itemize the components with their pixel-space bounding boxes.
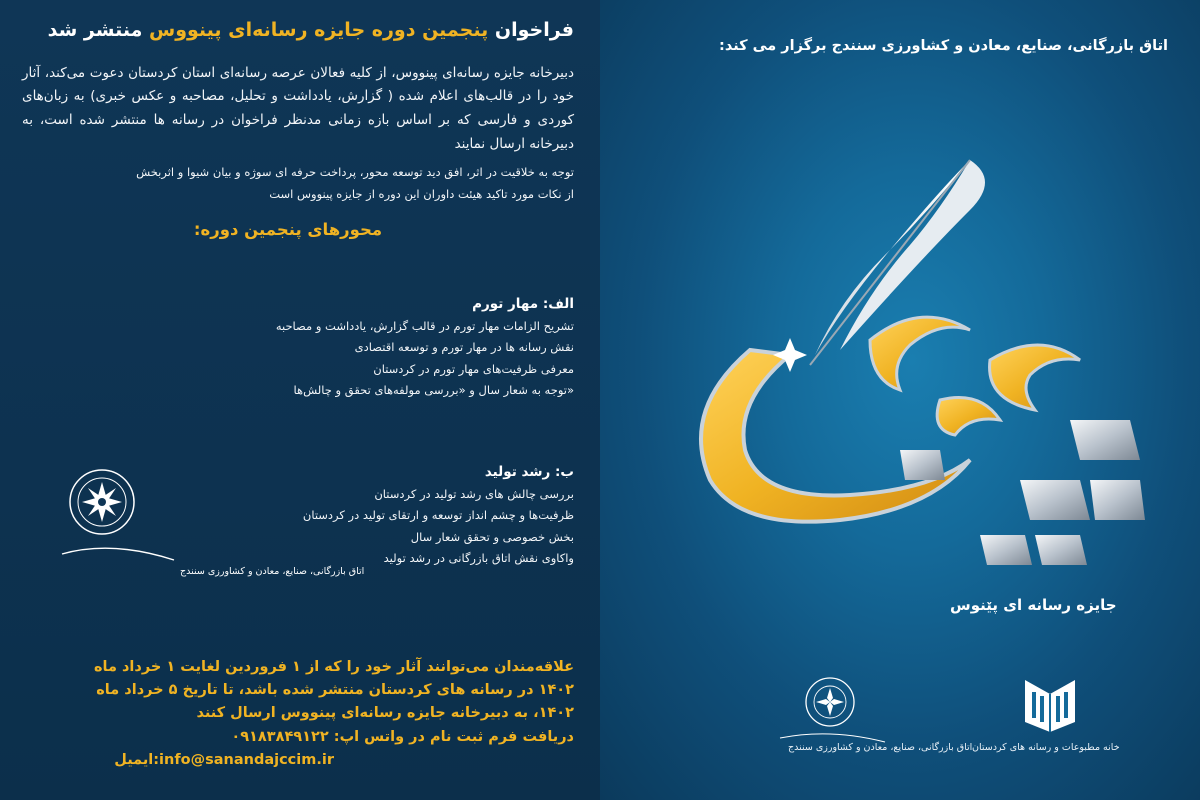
chamber-logo-small	[780, 678, 885, 742]
logo-blocks	[900, 420, 1145, 565]
partner-logos	[770, 670, 1130, 770]
jury-note-line-1: توجه به خلاقیت در اثر، افق دید توسعه محور، پرداخت حرفه ای سوژه و بیان شیوا و اثربخش	[136, 165, 574, 180]
organizer-line: اتاق بازرگانی، صنایع، معادن و کشاورزی سنندج برگزار می کند:	[719, 38, 1168, 54]
list-item: بخش خصوصی و تحقق شعار سال	[410, 529, 574, 544]
jury-note-line-2: از نکات مورد تاکید هیئت داوران این دوره از جایزه پینووس است	[269, 186, 574, 201]
press-logo-caption: خانه مطبوعات و رسانه های کردستان	[972, 742, 1120, 753]
submission-line-3: ۱۴۰۲، به دبیرخانه جایزه رسانه‌ای پینووس ارسال کنند	[196, 705, 574, 722]
list-item: نقش رسانه ها در مهار تورم و توسعه اقتصادی	[354, 340, 574, 355]
list-item: «توجه به شعار سال و «بررسی مولفه‌های تحقق و چالش‌ها	[293, 382, 574, 397]
book-icon	[1025, 680, 1075, 732]
award-caption: جایزه رسانه ای پێنوس	[950, 596, 1117, 614]
email-link[interactable]: info@sanandajccim.ir	[159, 751, 334, 768]
list-item: بررسی چالش های رشد تولید در کردستان	[374, 487, 574, 501]
submission-line-1: علاقه‌مندان می‌توانند آثار خود را که از ۱ فروردین لغایت ۱ خرداد ماه	[93, 659, 574, 675]
section-production-list	[234, 484, 574, 569]
title-suffix: منتشر شد	[47, 19, 149, 41]
logo-wordmark: پینوس	[967, 350, 970, 351]
list-item: واکاوی نقش اتاق بازرگانی در رشد تولید	[383, 550, 574, 565]
announcement-title	[22, 18, 574, 44]
chamber-logo-caption: اتاق بازرگانی، صنایع، معادن و کشاورزی سنندج	[180, 566, 365, 577]
submission-line-2: ۱۴۰۲ در رسانه های کردستان منتشر شده باشد، تا تاریخ ۵ خرداد ماه	[96, 682, 574, 699]
chamber-logo-small-caption: اتاق بازرگانی، صنایع، معادن و کشاورزی سنندج	[788, 742, 973, 753]
whatsapp-label: دریافت فرم ثبت نام در واتس اپ:	[333, 728, 574, 745]
title-highlight: پنجمین دوره جایزه رسانه‌ای پینووس	[148, 19, 489, 41]
section-production	[234, 464, 574, 569]
chamber-logo	[52, 462, 365, 582]
submission-info	[14, 656, 574, 772]
email-line	[14, 749, 574, 772]
section-inflation-list	[154, 316, 574, 401]
axes-heading: محورهای پنجمین دوره:	[193, 219, 383, 239]
list-item: معرفی ظرفیت‌های مهار تورم در کردستان	[373, 361, 574, 376]
title-prefix: فراخوان	[488, 19, 574, 41]
logo-swoosh	[701, 350, 970, 522]
whatsapp-phone[interactable]: ۰۹۱۸۳۸۴۹۱۲۲	[231, 728, 329, 745]
pinus-logo	[640, 150, 1170, 590]
list-item: ظرفیت‌ها و چشم انداز توسعه و ارتقای تولید در کردستان	[302, 508, 574, 523]
list-item: تشریح الزامات مهار تورم در قالب گزارش، یادداشت و مصاحبه	[275, 319, 574, 333]
email-label: :ایمیل	[114, 751, 160, 768]
whatsapp-line	[14, 726, 574, 749]
intro-paragraph: دبیرخانه جایزه رسانه‌ای پینووس، از کلیه فعالان عرصه رسانه‌ای استان کردستان دعوت می‌کند، آثار خود را در قالب‌های اعلام شده ( گزارش، یادداشت و تحلیل، مصاحبه و عکس خبری) به زبان‌های کوردی و فارسی که بر اساس بازه زمانی مدنظر فراخوان در رسانه ها منتشر شده است، به دبیرخانه ارسال نمایند	[22, 64, 574, 152]
section-inflation-title: الف: مهار تورم	[472, 296, 574, 312]
section-inflation	[154, 296, 574, 401]
jury-note	[22, 162, 574, 206]
poster-artwork-panel	[600, 0, 1200, 800]
section-production-title: ب: رشد تولید	[484, 464, 574, 480]
